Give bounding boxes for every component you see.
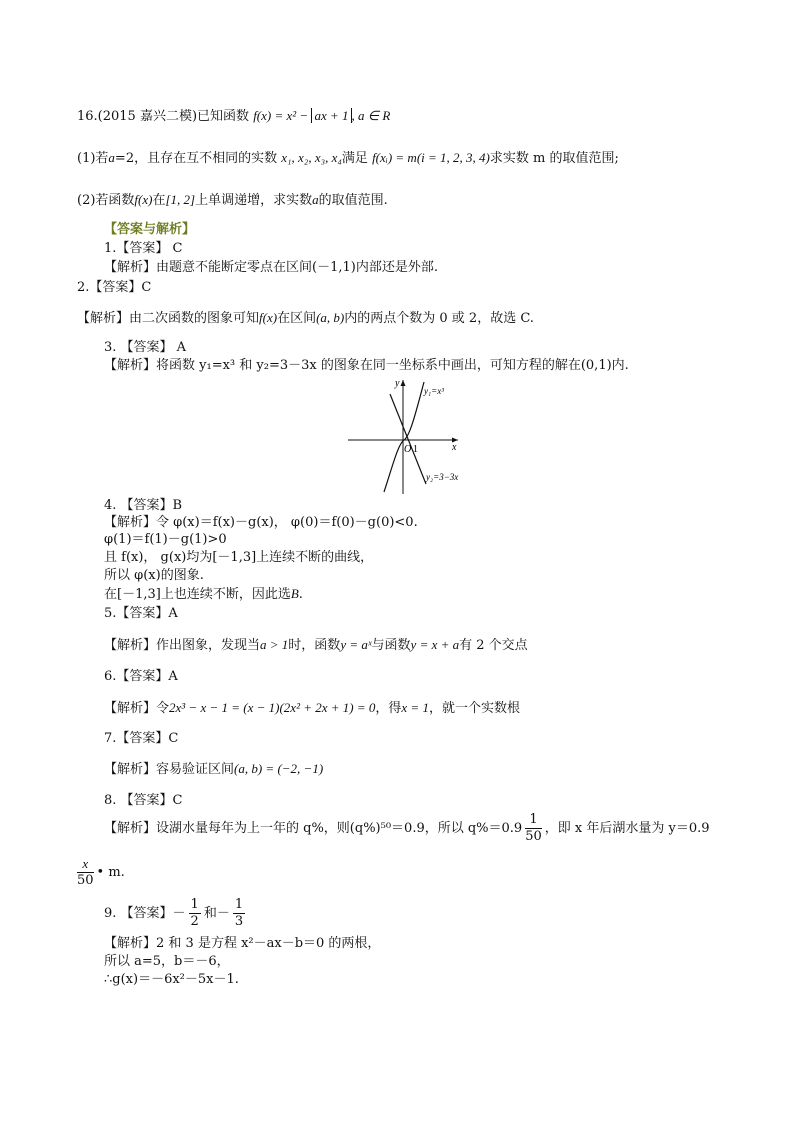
a2-text: 【解析】由二次函数的图象可知 [77,311,260,326]
part2-end: 的取值范围. [318,193,388,208]
answer-6-explanation [104,700,520,717]
a8-frac2-den: 50 [77,873,94,888]
problem-16-domain: , a ∈ R [351,108,391,123]
answer-3: 3. 【答案】 A [104,340,187,355]
answer-4-line4: 所以 φ(x)的图象. [104,568,204,583]
answer-5: 5.【答案】A [104,606,178,621]
a9-frac2-num: 1 [234,897,244,912]
a5-end: 有 2 个交点 [459,638,528,653]
a8-end: ，即 x 年后湖水量为 y＝0.9 [544,821,710,836]
answer-4-line2: φ(1)＝f(1)－g(1)>0 [104,532,227,547]
part2-interval: [1, 2] [165,192,196,207]
part1-var-a: a [108,150,115,165]
a4-choice: B [290,586,299,601]
a5-condition: a > 1 [260,637,289,652]
part2-text: 在 [152,193,166,208]
answer-2-explanation [77,310,534,327]
part1-end: 求实数 m 的取值范围; [489,151,619,166]
part2-text2: 上单调递增，求实数 [195,193,313,208]
a9-fraction2 [233,897,245,930]
a8-fraction [525,812,542,845]
answer-7: 7.【答案】C [104,731,179,746]
a2-interval: (a, b) [316,310,345,325]
part1-variables: x₁, x₂, x₃, x₄ [281,150,342,165]
a6-root: x = 1 [401,700,429,715]
answer-1-explanation: 【解析】由题意不能断定零点在区间(－1,1)内部还是外部. [104,260,438,275]
answer-8: 8. 【答案】C [104,793,183,808]
part2-prefix: (2)若函数 [77,193,135,208]
part2-function: f(x) [134,192,153,207]
a2-end: 内的两点个数为 0 或 2，故选 C. [344,311,534,326]
part1-equation: f(xᵢ) = m(i = 1, 2, 3, 4) [372,150,490,165]
a6-text: 【解析】令 [104,701,170,716]
a5-text: 【解析】作出图象，发现当 [104,638,261,653]
a4-l5-text: 在[－1,3]上也连续不断，因此选 [104,587,291,602]
answer-6: 6.【答案】A [104,669,178,684]
a9-prefix: 9. 【答案】－ [104,906,186,921]
answer-9-line2: 所以 a=5，b＝－6， [104,954,230,969]
a6-end: ，就一个实数根 [428,701,520,716]
a7-interval: (a, b) = (−2, −1) [234,761,324,776]
a8-cont-end: • m. [96,865,125,880]
label-y1: y₁=x³ [424,386,444,396]
y-axis-arrow [401,380,406,386]
answer-9-line3: ∴g(x)＝－6x²－5x－1. [104,972,239,987]
a4-l5-end: . [298,587,303,602]
answer-4-line3: 且 f(x)， g(x)均为[－1,3]上连续不断的曲线， [104,550,374,565]
a9-frac2-den: 3 [234,914,244,929]
a2-function: f(x) [259,310,278,325]
a8-frac-num: 1 [525,812,542,829]
origin-label: O [404,444,412,455]
part2-var-a: a [312,192,319,207]
a5-function1: y = aˣ [340,637,372,652]
curve-cubic [384,382,424,492]
a9-mid: 和－ [203,906,230,921]
problem-16-part2 [77,192,388,209]
answer-8-continued [74,856,125,889]
answer-1: 1.【答案】 C [104,241,183,256]
a9-frac1-num: 1 [190,897,199,912]
a2-text2: 在区间 [277,311,317,326]
problem-16-function: f(x) = x² − [253,108,312,123]
answer-9-line1: 【解析】2 和 3 是方程 x²－ax－b＝0 的两根， [104,936,381,951]
answer-4-line5 [104,586,303,603]
answer-4: 4. 【答案】B [104,498,183,513]
a5-text3: 与函数 [371,638,411,653]
answer-7-explanation [104,761,323,778]
part1-text: =2，且存在互不相同的实数 [114,151,278,166]
tick-1-label: 1 [413,444,418,455]
a8-text: 【解析】设湖水量每年为上一年的 q%，则(q%)⁵⁰＝0.9，所以 q%＝0.9 [104,821,523,836]
x-axis-label: x [452,442,457,453]
answer-8-explanation [104,812,710,845]
part1-prefix: (1)若 [77,151,109,166]
line-linear [390,394,426,484]
problem-16-abs: ax + 1 [311,108,351,123]
function-graph [340,372,480,496]
a8-fraction2 [77,856,94,889]
a5-function2: y = x + a [410,637,460,652]
answers-header: 【答案与解析】 [104,222,196,237]
answer-4-line1: 【解析】令 φ(x)＝f(x)－g(x)， φ(0)＝f(0)－g(0)<0. [104,515,418,530]
y-axis-label: y [395,378,400,389]
a8-frac-den: 50 [525,829,542,844]
a6-text2: ，得 [375,701,402,716]
a9-fraction1 [189,897,201,930]
a6-equation: 2x³ − x − 1 = (x − 1)(2x² + 2x + 1) = 0 [169,700,376,715]
problem-16-part1 [77,150,619,167]
label-y2: y₂=3−3x [426,472,459,482]
answer-9 [104,897,248,930]
answer-5-explanation [104,637,528,654]
a7-text: 【解析】容易验证区间 [104,762,235,777]
problem-16-title [77,108,390,125]
answer-3-explanation: 【解析】将函数 y₁=x³ 和 y₂=3－3x 的图象在同一坐标系中画出，可知方程的解在(0,1)内. [104,358,629,373]
a8-frac2-num: x [77,856,94,873]
answer-2: 2.【答案】C [77,280,152,295]
a9-frac1-den: 2 [190,914,199,929]
part1-text2: 满足 [341,151,368,166]
a5-text2: 时，函数 [288,638,341,653]
problem-16-prefix: 16.(2015 嘉兴二模)已知函数 [77,109,250,124]
